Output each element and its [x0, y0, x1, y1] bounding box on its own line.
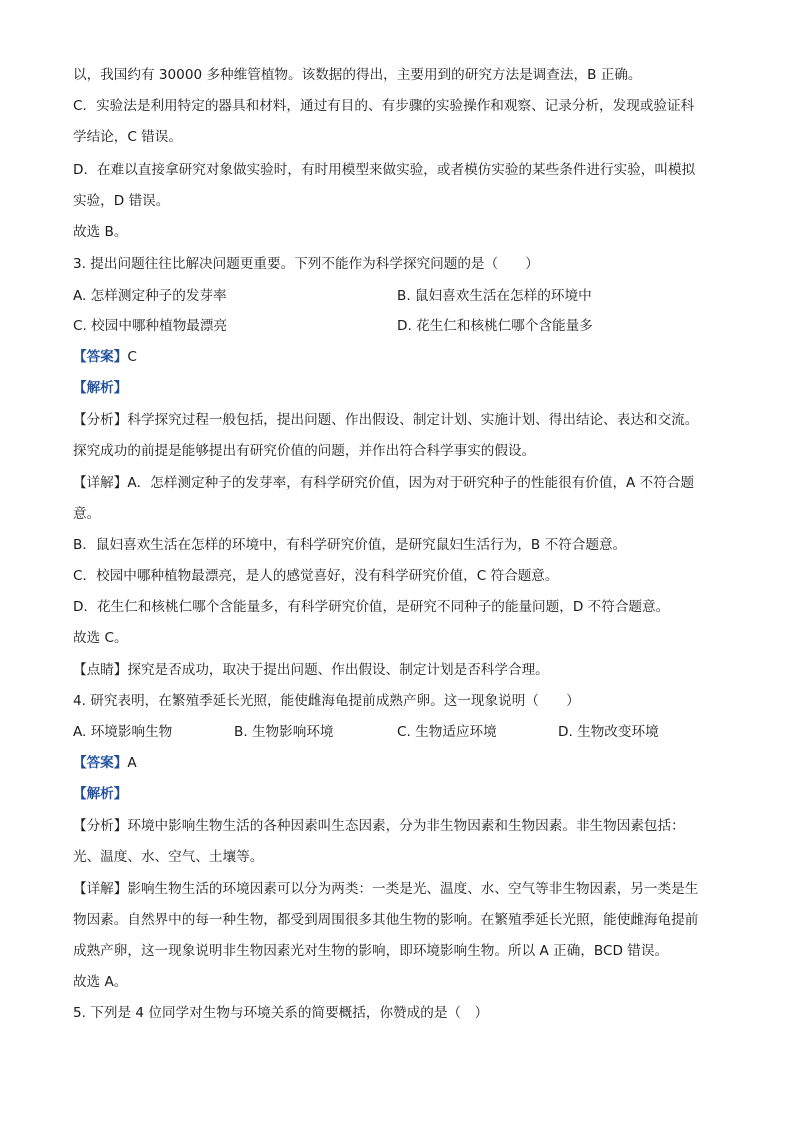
- q3-fenxi-line: [73, 410, 698, 430]
- text-line: 学结论，C 错误。: [73, 129, 182, 145]
- q3-option-c: C. 校园中哪种植物最漂亮: [73, 318, 228, 334]
- q4-option-b: B. 生物影响环境: [234, 724, 334, 740]
- text-line: 故选 A。: [73, 974, 128, 990]
- q3-dianjing-line: [73, 660, 549, 680]
- q4-answer-line: [73, 753, 137, 773]
- q3-option-b: B. 鼠妇喜欢生活在怎样的环境中: [397, 288, 592, 304]
- text-line: C．校园中哪种植物最漂亮，是人的感觉喜好，没有科学研究价值，C 符合题意。: [73, 568, 559, 584]
- text-line: 故选 C。: [73, 630, 128, 646]
- question-4-stem: 4. 研究表明，在繁殖季延长光照，能使雌海龟提前成熟产卵。这一现象说明（ ）: [73, 693, 580, 709]
- text-line: 光、温度、水、空气、土壤等。: [73, 849, 264, 865]
- q4-fenxi-line: [73, 816, 685, 836]
- analysis-tag: 【解析】: [73, 380, 128, 396]
- text-line: C．实验法是利用特定的器具和材料，通过有目的、有步骤的实验操作和观察、记录分析，发现或验证科: [73, 98, 695, 114]
- q3-answer-line: [73, 347, 137, 367]
- dianjing-text: 探究是否成功，取决于提出问题、作出假设、制定计划是否科学合理。: [127, 662, 549, 678]
- dianjing-tag: 【点睛】: [73, 662, 128, 678]
- question-5-stem: 5. 下列是 4 位同学对生物与环境关系的简要概括，你赞成的是（ ）: [73, 1005, 489, 1021]
- xiangjie-text: A．怎样测定种子的发芽率，有科学研究价值，因为对于研究种子的性能很有价值，A 不符合题: [127, 475, 695, 491]
- text-line: B．鼠妇喜欢生活在怎样的环境中，有科学研究价值，是研究鼠妇生活行为，B 不符合题意。: [73, 537, 627, 553]
- q3-xiangjie-line: [73, 473, 694, 493]
- text-line: 成熟产卵，这一现象说明非生物因素光对生物的影响，即环境影响生物。所以 A 正确，BCD 错误。: [73, 943, 669, 959]
- fenxi-tag: 【分析】: [73, 412, 128, 428]
- answer-value: A: [127, 755, 137, 771]
- text-line: D．花生仁和核桃仁哪个含能量多，有科学研究价值，是研究不同种子的能量问题，D 不符合题意。: [73, 599, 670, 615]
- q4-option-c: C. 生物适应环境: [397, 724, 497, 740]
- text-line: 实验，D 错误。: [73, 193, 170, 209]
- text-line: 意。: [73, 506, 101, 522]
- q4-xiangjie-line: [73, 879, 698, 899]
- text-line: 故选 B。: [73, 224, 128, 240]
- fenxi-tag: 【分析】: [73, 818, 128, 834]
- text-line: 探究成功的前提是能够提出有研究价值的问题，并作出符合科学事实的假设。: [73, 443, 536, 459]
- xiangjie-text: 影响生物生活的环境因素可以分为两类：一类是光、温度、水、空气等非生物因素，另一类是生: [127, 881, 699, 897]
- q4-option-d: D. 生物改变环境: [558, 724, 659, 740]
- fenxi-text: 环境中影响生物生活的各种因素叫生态因素，分为非生物因素和生物因素。非生物因素包括：: [127, 818, 685, 834]
- q4-analysis-tag: [73, 784, 127, 804]
- q4-option-a: A. 环境影响生物: [73, 724, 173, 740]
- fenxi-text: 科学探究过程一般包括，提出问题、作出假设、制定计划、实施计划、得出结论、表达和交流。: [127, 412, 699, 428]
- xiangjie-tag: 【详解】: [73, 475, 128, 491]
- answer-value: C: [127, 349, 137, 365]
- q3-option-a: A. 怎样测定种子的发芽率: [73, 288, 227, 304]
- analysis-tag: 【解析】: [73, 786, 128, 802]
- answer-tag: 【答案】: [73, 349, 128, 365]
- answer-tag: 【答案】: [73, 755, 128, 771]
- text-line: 物因素。自然界中的每一种生物，都受到周围很多其他生物的影响。在繁殖季延长光照，能使雌海龟提前: [73, 912, 699, 928]
- text-line: D．在难以直接拿研究对象做实验时，有时用模型来做实验，或者模仿实验的某些条件进行实验，叫模拟: [73, 162, 696, 178]
- xiangjie-tag: 【详解】: [73, 881, 128, 897]
- q3-option-d: D. 花生仁和核桃仁哪个含能量多: [397, 318, 593, 334]
- question-3-stem: 3. 提出问题往往比解决问题更重要。下列不能作为科学探究问题的是（ ）: [73, 256, 539, 272]
- q3-analysis-tag: [73, 378, 127, 398]
- text-line: 以，我国约有 30000 多种维管植物。该数据的得出，主要用到的研究方法是调查法，B 正确。: [73, 67, 642, 83]
